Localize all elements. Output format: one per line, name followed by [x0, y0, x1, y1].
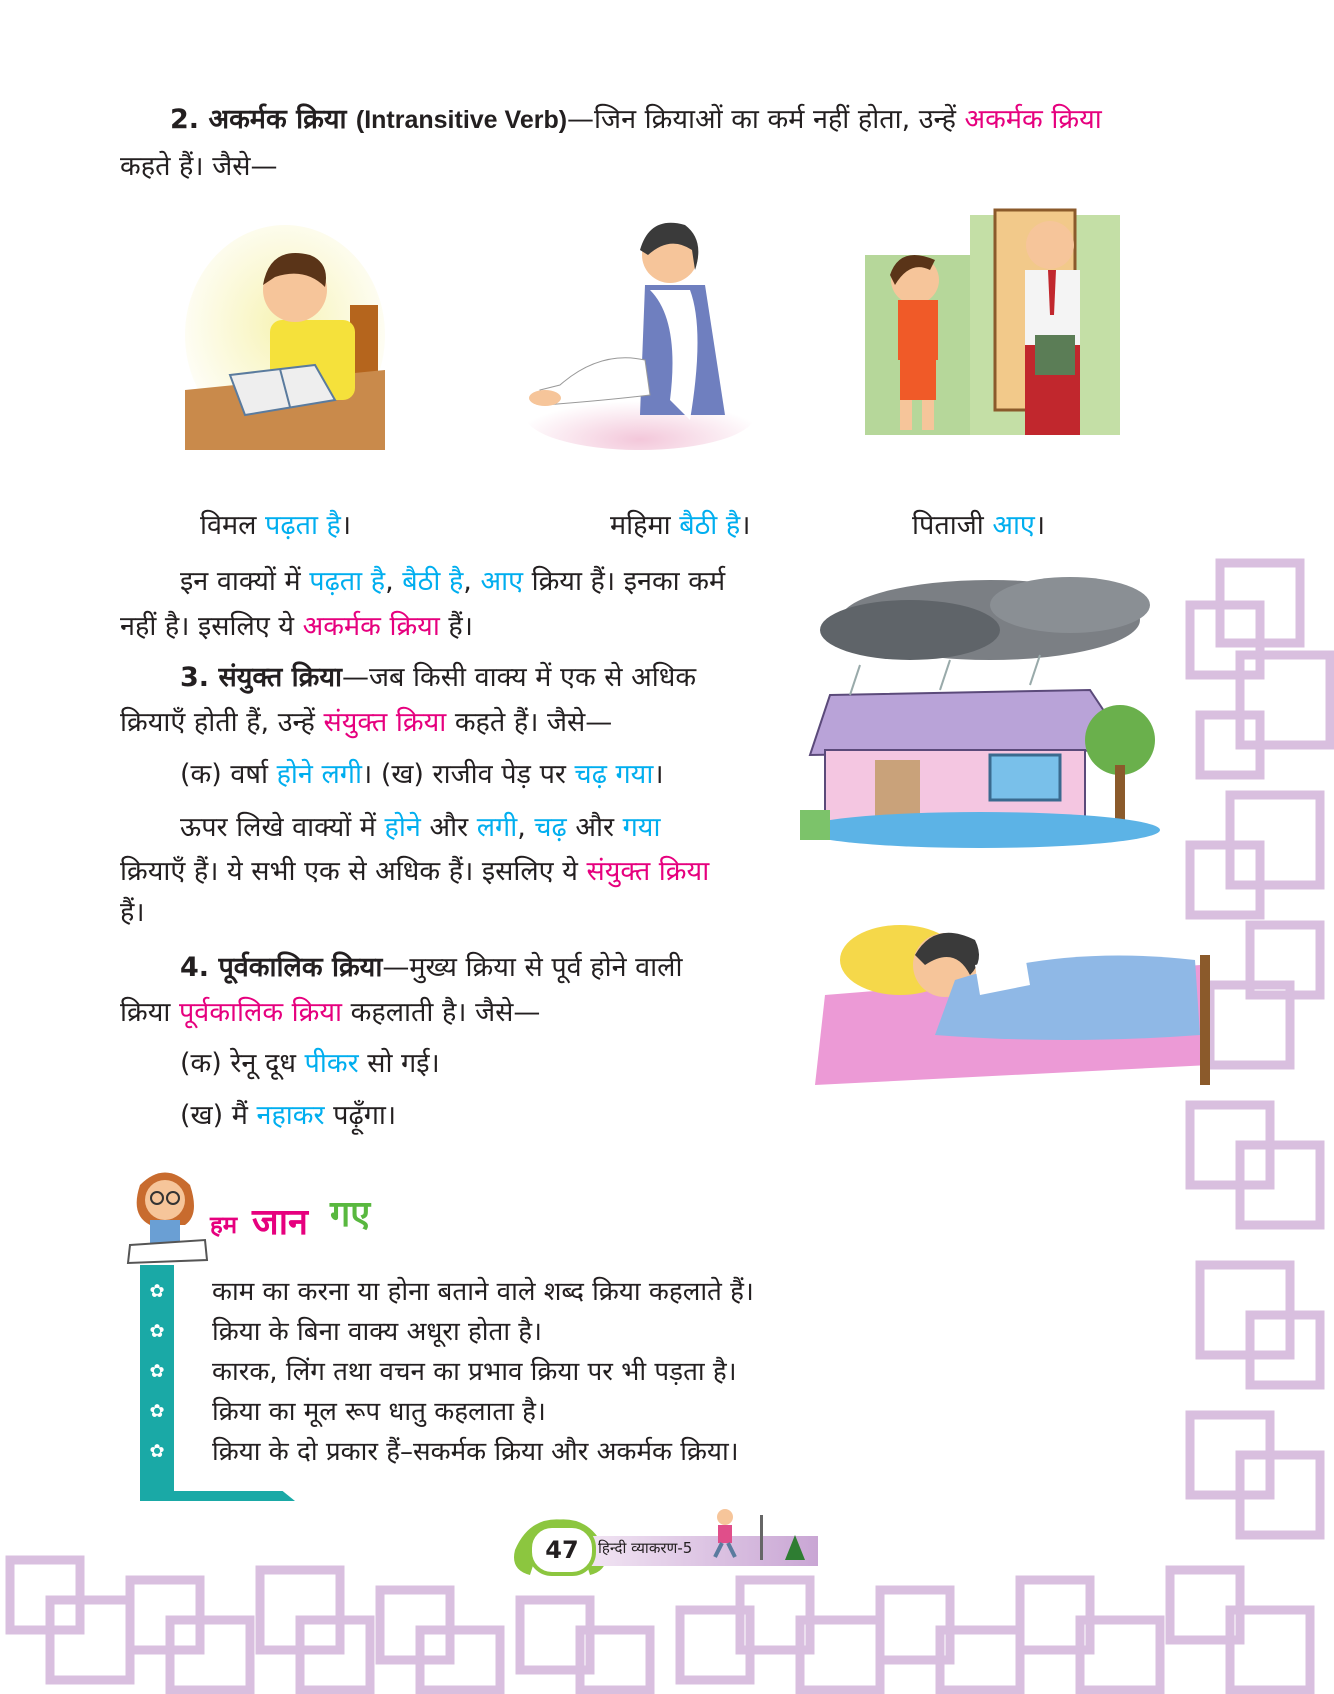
explain2-sep: , [463, 566, 481, 597]
caption-subject: महिमा [610, 510, 680, 541]
page-number: 47 [528, 1524, 596, 1576]
section4-title: 4. पूर्वकालिक क्रिया [180, 952, 383, 983]
summary-heading-ham: हम [210, 1211, 238, 1239]
caption-verb: पढ़ता है [265, 510, 341, 541]
section2-definition-text: —जिन क्रियाओं का कर्म नहीं होता, उन्हें [567, 104, 965, 135]
caption-verb: बैठी है [679, 510, 741, 541]
summary-item: क्रिया का मूल रूप धातु कहलाता है। [212, 1397, 546, 1427]
summary-item: कारक, लिंग तथा वचन का प्रभाव क्रिया पर भी पड़ता है। [212, 1357, 737, 1387]
section2-term: अकर्मक क्रिया [964, 104, 1102, 135]
boy-skating-icon [700, 1505, 820, 1565]
section3-term: संयुक्त क्रिया [586, 856, 710, 887]
summary-item: काम का करना या होना बताने वाले शब्द क्रिया कहलाते हैं। [212, 1277, 754, 1307]
section3-verb: होने [384, 812, 421, 843]
section4-text: क्रिया [120, 997, 179, 1028]
section3-text: —जब किसी वाक्य में एक से अधिक [342, 662, 697, 693]
section3-title: 3. संयुक्त क्रिया [180, 662, 342, 693]
explain2-text: हैं। [439, 611, 473, 642]
caption-end: । [740, 510, 751, 541]
example-text: पढ़ूँगा। [324, 1100, 397, 1131]
flower-icon: ✿ [149, 1321, 165, 1342]
girl-with-book-icon [125, 1165, 210, 1265]
girl-sitting-illustration [520, 210, 760, 450]
example-text: (ख) मैं [180, 1100, 257, 1131]
section2-definition-line1 [170, 100, 1102, 140]
explain2-verb: बैठी है [402, 566, 464, 597]
section3-explain-line3: हैं। [120, 897, 145, 928]
explain2-text: नहीं है। इसलिए ये [120, 611, 303, 642]
example-verb: पीकर [304, 1048, 359, 1079]
sleeping-girl-illustration [805, 905, 1215, 1085]
flower-icon: ✿ [149, 1441, 165, 1462]
father-arriving-illustration [860, 205, 1125, 460]
section3-explain-line2 [120, 852, 709, 892]
section3-verb: गया [622, 812, 661, 843]
section4-text: कहलाती है। जैसे— [342, 997, 541, 1028]
example-verb: नहाकर [256, 1100, 325, 1131]
section4-example2 [180, 1096, 396, 1136]
explain2-line2 [120, 607, 473, 647]
explain2-line1 [180, 562, 725, 602]
section4-term: पूर्वकालिक क्रिया [178, 997, 343, 1028]
flower-icon: ✿ [149, 1281, 165, 1302]
section2-english-term: (Intransitive Verb) [355, 106, 568, 134]
caption-verb: आए [992, 510, 1035, 541]
example-text: सो गई। [358, 1048, 440, 1079]
example-text: (क) रेनू दूध [180, 1048, 305, 1079]
caption-subject: विमल [200, 510, 266, 541]
section2-title: 2. अकर्मक क्रिया [170, 104, 356, 135]
section4-line2 [120, 993, 540, 1033]
explain2-text: इन वाक्यों में [180, 566, 310, 597]
section3-verb: चढ़ [534, 812, 567, 843]
explain2-verb: पढ़ता है [309, 566, 386, 597]
summary-item: क्रिया के दो प्रकार हैं–सकर्मक क्रिया और अकर्मक क्रिया। [212, 1437, 739, 1467]
section3-text: और [420, 812, 477, 843]
example-text: । [653, 759, 664, 790]
explain2-verb: आए [480, 566, 523, 597]
caption-vimal [200, 505, 351, 542]
explain2-term: अकर्मक क्रिया [302, 611, 440, 642]
section3-text: क्रियाएँ होती हैं, उन्हें [120, 707, 324, 738]
boy-reading-illustration [185, 225, 385, 450]
section2-definition-line2: कहते हैं। जैसे— [120, 151, 278, 182]
rain-house-illustration [800, 575, 1170, 850]
summary-bottom-bar [140, 1491, 295, 1501]
section3-line2 [120, 703, 612, 743]
section3-text: , [517, 812, 535, 843]
example-verb: चढ़ गया [574, 759, 654, 790]
section3-text: और [566, 812, 623, 843]
summary-heading-jaan: जान [252, 1202, 309, 1243]
section4-example1 [180, 1044, 440, 1084]
section3-text: कहते हैं। जैसे— [446, 707, 613, 738]
section3-text: ऊपर लिखे वाक्यों में [180, 812, 385, 843]
example-text: (क) वर्षा [180, 759, 277, 790]
summary-heading-gaye: गए [330, 1194, 371, 1235]
section3-term: संयुक्त क्रिया [323, 707, 447, 738]
explain2-sep: , [385, 566, 403, 597]
caption-subject: पिताजी [912, 510, 993, 541]
flower-icon: ✿ [149, 1361, 165, 1382]
caption-end: । [1034, 510, 1046, 541]
section3-line1 [180, 658, 696, 698]
section3-text: क्रियाएँ हैं। ये सभी एक से अधिक हैं। इसलिए ये [120, 856, 587, 887]
book-title: हिन्दी व्याकरण-5 [598, 1539, 693, 1557]
section3-examples [180, 755, 664, 795]
section4-line1 [180, 948, 682, 988]
section3-explain-line1 [180, 808, 660, 848]
caption-mahima [610, 505, 750, 542]
example-text: । (ख) राजीव पेड़ पर [362, 759, 575, 790]
caption-pitaji [912, 505, 1045, 542]
explain2-text: क्रिया हैं। इनका कर्म [523, 566, 726, 597]
section3-verb: लगी [476, 812, 518, 843]
flower-icon: ✿ [149, 1401, 165, 1422]
section4-text: —मुख्य क्रिया से पूर्व होने वाली [382, 952, 683, 983]
caption-end: । [340, 510, 352, 541]
summary-item: क्रिया के बिना वाक्य अधूरा होता है। [212, 1317, 542, 1347]
example-verb: होने लगी [276, 759, 362, 790]
